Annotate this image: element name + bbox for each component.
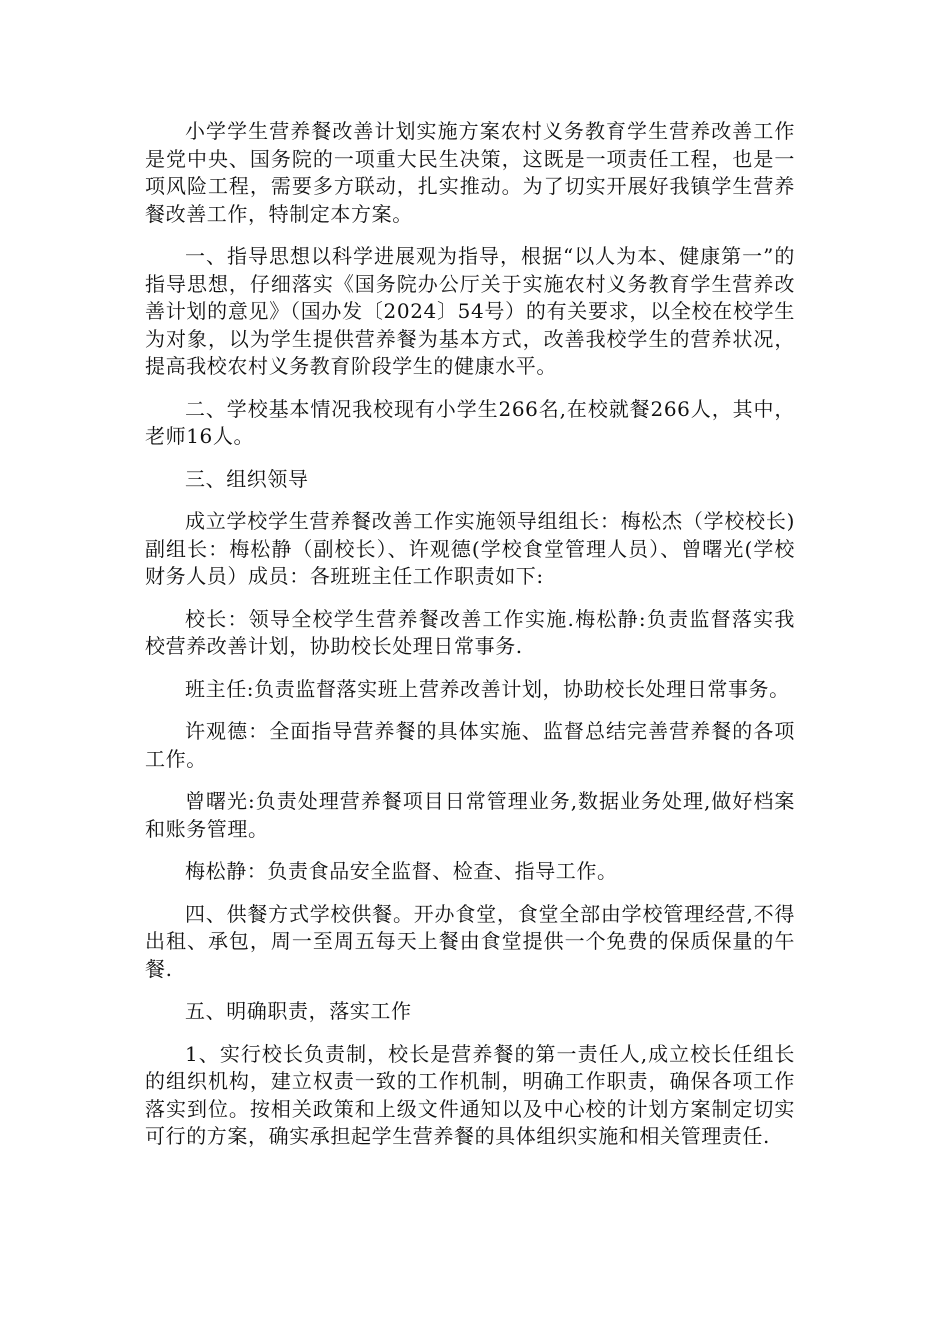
paragraph-intro: 小学学生营养餐改善计划实施方案农村义务教育学生营养改善工作是党中央、国务院的一项重大民生决策，这既是一项责任工程，也是一项风险工程，需要多方联动，扎实推动。为了切实开展好我镇学生营养餐改善工作，特制定本方案。 (145, 119, 795, 226)
paragraph-guiding-ideology: 一、指导思想以科学进展观为指导，根据“以人为本、健康第一”的指导思想，仔细落实《国务院办公厅关于实施农村义务教育学生营养改善计划的意见》（国办发〔2024〕54号）的有关要求，以全校在校学生为对象，以为学生提供营养餐为基本方式，改善我校学生的营养状况，提高我校农村义务教育阶段学生的健康水平。 (145, 244, 795, 378)
paragraph-principal-duty: 校长：领导全校学生营养餐改善工作实施.梅松静:负责监督落实我校营养改善计划，协助校长处理日常事务. (145, 606, 795, 658)
heading-responsibilities: 五、明确职责，落实工作 (185, 999, 412, 1023)
paragraph-school-basics: 二、学校基本情况我校现有小学生266名,在校就餐266人，其中，老师16人。 (145, 396, 795, 448)
paragraph-zeng-duty: 曾曙光:负责处理营养餐项目日常管理业务,数据业务处理,做好档案和账务管理。 (145, 789, 795, 841)
paragraph-class-teacher-duty: 班主任:负责监督落实班上营养改善计划，协助校长处理日常事务。 (185, 676, 790, 701)
paragraph-mei-duty: 梅松静：负责食品安全监督、检查、指导工作。 (185, 859, 618, 883)
paragraph-leadership-group: 成立学校学生营养餐改善工作实施领导组组长：梅松杰（学校校长)副组长：梅松静（副校长）、许观德(学校食堂管理人员）、曾曙光(学校财务人员）成员：各班班主任工作职责如下: (145, 509, 795, 588)
paragraph-xu-duty: 许观德：全面指导营养餐的具体实施、监督总结完善营养餐的各项工作。 (145, 719, 795, 771)
paragraph-principal-responsibility: 1、实行校长负责制，校长是营养餐的第一责任人,成立校长任组长的组织机构，建立权责一致的工作机制，明确工作职责，确保各项工作落实到位。按相关政策和上级文件通知以及中心校的计划方案制定切实可行的方案，确实承担起学生营养餐的具体组织实施和相关管理责任. (145, 1041, 795, 1148)
heading-organization: 三、组织领导 (185, 466, 309, 491)
document-body (145, 118, 795, 1166)
paragraph-meal-method: 四、供餐方式学校供餐。开办食堂，食堂全部由学校管理经营,不得出租、承包，周一至周五每天上餐由食堂提供一个免费的保质保量的午餐. (145, 901, 795, 981)
